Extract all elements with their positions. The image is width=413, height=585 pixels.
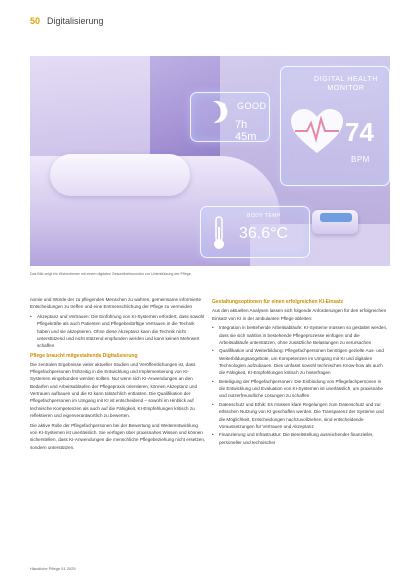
heart-panel — [280, 66, 390, 186]
temperature-value: 36.6°C — [239, 225, 289, 242]
list-item-text: Datenschutz und Ethik: Es müssen klare Regelungen zum Datenschutz und zur ethischen Nutzung von KI geschaffen werden. Die Transparenz der Systeme und die Möglichkeit, Entscheidungen nachzuvollziehen, sind entscheidende Voraussetzungen für Vertrauen und Akzeptanz — [219, 401, 384, 429]
list-item — [212, 347, 388, 376]
heart-label: DIGITAL HEALTH MONITOR — [314, 76, 378, 92]
heart-icon — [289, 107, 345, 155]
bullet-icon: • — [212, 325, 214, 331]
bullet-icon: • — [212, 378, 214, 384]
moon-icon — [196, 98, 224, 126]
page-header — [30, 14, 390, 28]
list-item-text: Qualifikation und Weiterbildung: Pflegefachpersonen benötigen gezielte Aus- und Weiterbildungsangebote, um Kompetenzen im Umgang mit KI und digitalen Technologien aufzubauen. Dies umfasst sowohl technisches Know-how als auch die Fähigkeit, KI-Empfehlungen kritisch zu hinterfragen — [219, 348, 384, 376]
list-item-text: Akzeptanz und Vertrauen: Die Einführung von KI-Systemen erfordert, dass sowohl Pflegekräfte als auch Patienten und Pflegebedürftige Vertrauen in die Technik haben und sie akzeptieren. Ohne diese Akzeptanz kann die Technik nicht unterstützend und nicht stützend empfunden werden und kann keinen Mehrwert schaffen — [37, 314, 205, 349]
sleep-value: 7h 45m — [235, 119, 257, 143]
section-title: Digitalisierung — [47, 16, 104, 26]
bullet-icon: • — [212, 432, 214, 438]
sleep-panel — [190, 92, 270, 142]
bullet-icon: • — [212, 348, 214, 354]
left-intro-list — [30, 313, 206, 349]
left-column — [30, 296, 206, 453]
device-screen — [320, 213, 352, 222]
paragraph: Die zentralen Ergebnisse vieler aktueller Studien und Veröffentlichungen ist, dass Pflegefachpersonen frühzeitig in die Entwicklung und Implementierung von KI-Systemen eingebunden werden sollten. Nur wenn sich KI-Anwendungen an den Bedarfen und Arbeitsabläufen der Pflegepraxis orientieren, können Akzeptanz und Vertrauen aufbauen und die KI kann tatsächlich entlasten. Die Qualifikation der Pflegefachpersonen im Umgang mit KI ist entscheidend – sowohl im Hinblick auf technische Kompetenzen als auch auf die Fähigkeit, KI-Empfehlungen kritisch zu reflektieren und eigenverantwortlich zu bewerten. — [30, 361, 198, 418]
left-intro: nomie und Würde der zu pflegenden Menschen zu wahren, gemeinsame informierte Entscheidungen zu treffen und eine Entmenschlichung der Pflege zu vermeiden — [30, 297, 202, 310]
hero-image — [30, 56, 390, 266]
paragraph: Aus den aktuellen Analysen lassen sich folgende Anforderungen für den erfolgreichen Einsatz von KI in der ambulanten Pflege ableiten: — [212, 308, 387, 321]
right-column — [212, 296, 388, 447]
list-item — [212, 324, 388, 346]
list-item-text: Integration in bestehende Arbeitsabläufe: KI-Systeme müssen so gestaltet werden, dass sie sich nahtlos in bestehende Pflegeprozesse einfügen und die Arbeitsabläufe unterstützen, ohne zusätzliche Belastungen zu verursachen — [219, 325, 388, 345]
bullet-icon: • — [212, 401, 214, 407]
image-caption: Das Bild zeigt ein Wohnzimmer mit einem digitalen Gesundheitsmonitor zur Unterstützung der Pflege. — [30, 272, 192, 276]
list-item — [212, 431, 388, 446]
sleep-label: GOOD — [237, 101, 267, 111]
section-heading: Pflege braucht mitgestaltende Digitalisierung — [30, 352, 138, 359]
thermometer-icon — [211, 215, 227, 251]
list-item — [212, 378, 388, 400]
paragraph: Die aktive Rolle der Pflegefachpersonen bei der Bewertung und Weiterentwicklung von KI-Systemen ist unerlässlich. Sie verfügen über praxisnahes Wissen und können sicherstellen, dass KI-Anwendungen die menschliche Pflegebeziehung nicht ersetzen, sondern unterstützen. — [30, 422, 206, 450]
list-item-text: Finanzierung und Infrastruktur: Die Bereitstellung ausreichender finanzieller, personeller und technischer — [219, 432, 374, 445]
requirements-list — [212, 324, 388, 446]
section-heading: Gestaltungsoptionen für einen erfolgreichen KI-Einsatz — [212, 299, 344, 305]
list-item — [212, 401, 388, 430]
temperature-label: BODY TEMP — [247, 213, 281, 219]
temperature-panel — [200, 206, 310, 258]
bpm-unit: BPM — [351, 155, 370, 164]
list-item-text: Beteiligung der Pflegefachpersonen: Die Einbindung von Pflegefachpersonen in die Entwicklung und Evaluation von KI-Systemen ist unerlässlich, um praxisnahe und nutzerfreundliche Lösungen zu schaffen — [219, 378, 383, 399]
page-footer: Häusliche Pflege 01 2025 — [30, 566, 76, 571]
page-number: 50 — [30, 16, 41, 26]
star-icon: ✦ — [221, 102, 227, 109]
bullet-icon: • — [30, 314, 32, 320]
list-item — [30, 313, 206, 349]
pillow — [50, 154, 190, 196]
bpm-value: 74 — [345, 117, 374, 147]
